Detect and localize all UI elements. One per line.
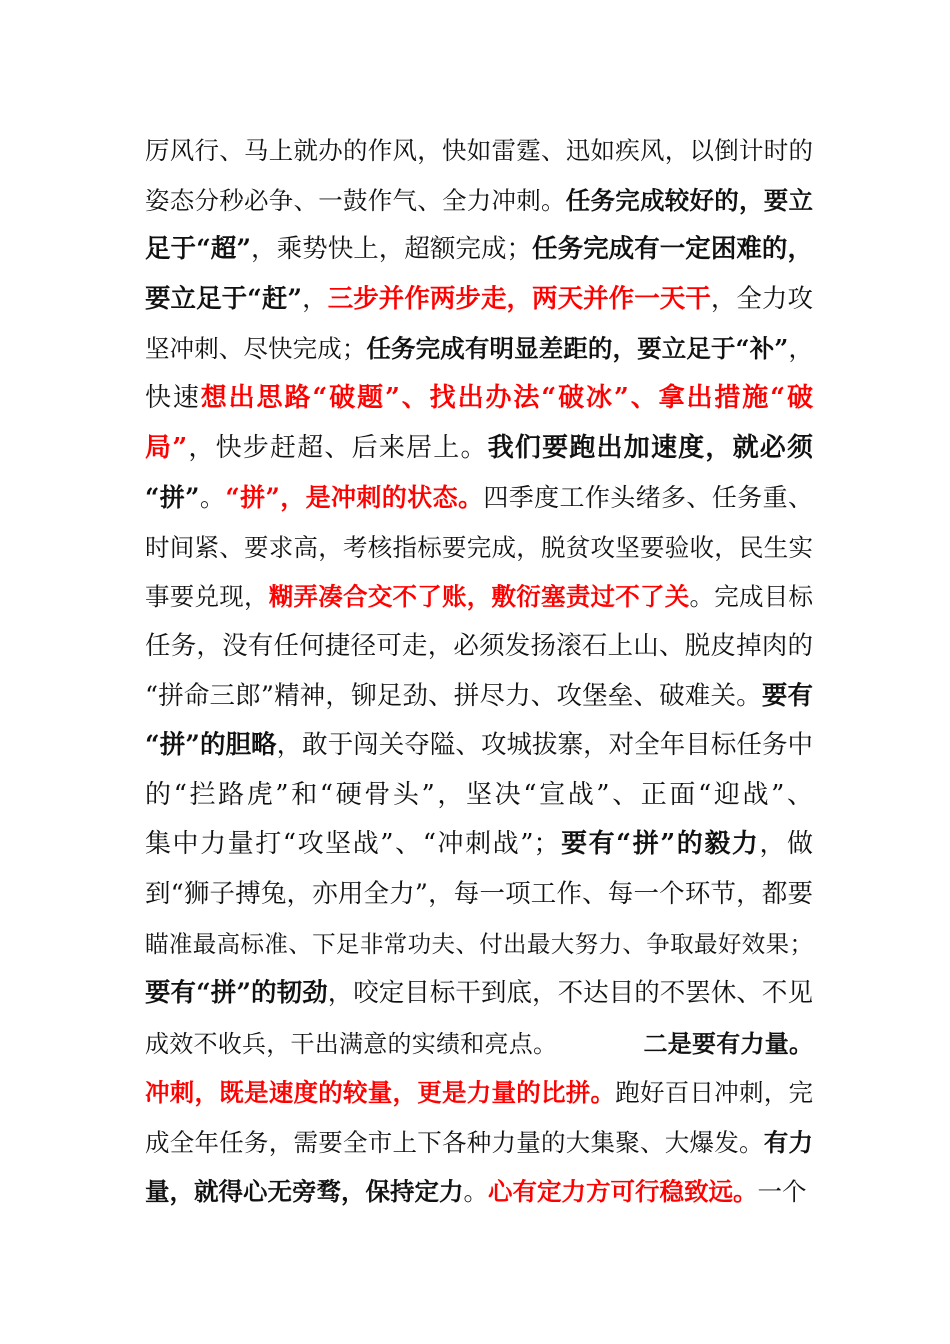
bold-text: 要立足于“赶” [145,283,303,314]
text-segment: ，快步赶超、后来居上。 [187,432,488,463]
text-segment: 四季度工作头绪多、任务重、 [483,483,813,513]
text-segment: 成全年任务，需要全市上下各种力量的大集聚、大爆发。 [145,1127,764,1157]
text-segment: ，全力攻 [710,283,813,314]
bold-text: 要有“拼”的毅力 [559,829,760,860]
text-line [145,820,813,870]
text-line [145,1068,813,1118]
text-line [145,275,813,325]
bold-text: 量，就得心无旁骛，保持定力 [145,1177,464,1207]
text-segment: 。 [199,483,226,513]
bold-text: 我们要跑出加速度，就必须 [487,432,813,463]
text-line [145,771,813,821]
text-segment: 事要兑现， [145,582,269,612]
text-line [145,324,813,374]
text-line [145,622,813,672]
text-line [145,1167,813,1217]
text-segment: ， [788,334,814,364]
bold-text: 有力 [763,1127,813,1157]
text-line [145,424,813,474]
text-line [145,523,813,573]
text-segment: 成效不收兵，干出满意的实绩和亮点。 [145,1029,558,1058]
text-line [145,473,813,523]
emphasis-red-text: “拼”，是冲刺的状态。 [225,483,484,513]
text-segment: 时间紧、要求高，考核指标要完成，脱贫攻坚要验收，民生实 [145,532,813,562]
text-line [145,225,813,275]
text-segment: ，咬定目标干到底，不达目的不罢休、不见 [327,978,813,1009]
bold-text: 任务完成有明显差距的，要立足于“补” [366,334,789,364]
text-segment: 的“拦路虎”和“硬骨头”，坚决“宣战”、正面“迎战”、 [145,779,813,810]
text-line [145,920,813,970]
bold-text: 任务完成较好的，要立 [565,185,813,215]
bold-text: 二是要有力量。 [643,1028,813,1058]
text-line [145,721,813,771]
text-line [145,1019,813,1069]
text-segment: 任务，没有任何捷径可走，必须发扬滚石上山、脱皮掉肉的 [145,630,813,661]
text-line [145,374,813,424]
text-segment: 瞄准最高标准、下足非常功夫、付出最大努力、争取最好效果； [145,929,813,958]
bold-text: 足于“超” [145,234,252,265]
text-segment: 到“狮子搏兔，亦用全力”，每一项工作、每一个环节，都要 [145,878,813,909]
bold-text: 要有“拼”的韧劲 [145,978,328,1009]
text-line [145,969,813,1019]
emphasis-red-text: 心有定力方可行稳致远。 [488,1177,758,1207]
bold-text: 任务完成有一定困难的， [532,234,813,265]
text-segment: 姿态分秒必争、一鼓作气、全力冲刺。 [145,185,566,215]
text-segment: 坚冲刺、尽快完成； [145,334,367,364]
text-segment: 厉风行、马上就办的作风，快如雷霆、迅如疾风，以倒计时的 [145,136,813,165]
text-segment: 一个 [757,1177,807,1207]
text-segment: 。完成目标 [689,582,813,612]
text-line [145,126,813,176]
text-line [145,572,813,622]
text-line [145,672,813,722]
emphasis-red-text: 冲刺，既是速度的较量，更是力量的比拼。 [145,1078,616,1108]
bold-text: 要有 [761,680,813,711]
text-segment: “拼命三郎”精神，铆足劲、拼尽力、攻堡垒、破难关。 [145,680,762,711]
emphasis-red-text: 三步并作两步走，两天并作一天干 [327,283,711,314]
bold-text: “拼” [145,483,200,513]
text-line [145,176,813,226]
text-segment: 跑好百日冲刺，完 [615,1078,813,1108]
emphasis-red-text: 想出思路“破题”、找出办法“破冰”、拿出措施“破 [200,382,813,413]
text-segment: ，乘势快上，超额完成； [251,234,532,265]
text-segment: ，敢于闯关夺隘、攻城拔寨，对全年目标任务中 [276,730,813,761]
text-segment: 。 [463,1177,488,1207]
text-segment: 快速 [145,382,201,413]
bold-text: “拼”的胆略 [145,730,277,761]
text-segment: ， [302,283,328,314]
text-line [145,1118,813,1168]
emphasis-red-text: 局” [145,432,188,463]
emphasis-red-text: 糊弄凑合交不了账，敷衍塞责过不了关 [268,582,690,612]
text-segment: ，做 [759,829,813,860]
text-line [145,870,813,920]
text-segment: 集中力量打“攻坚战”、“冲刺战”； [145,829,560,860]
body-text [145,126,813,1217]
